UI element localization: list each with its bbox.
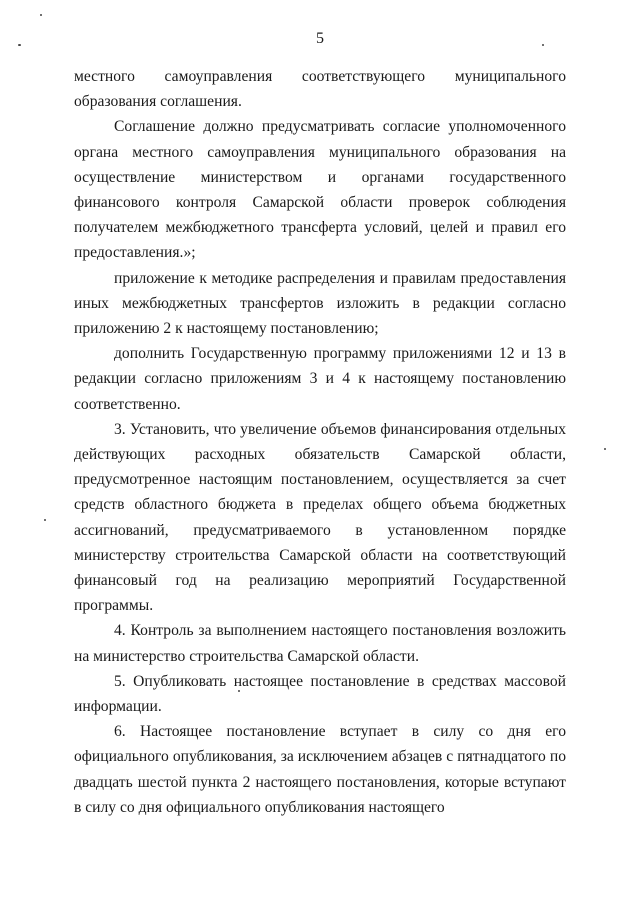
scan-speck — [542, 44, 544, 46]
paragraph-item-5: 5. Опубликовать настоящее постановление в средствах массовой информации. — [74, 672, 566, 716]
paragraph-agreement: Соглашение должно предусматривать согласие уполномоченного органа местного самоуправления муниципального образования на осуществление министерством и органами государственного финансового контроля Самарской области проверок соблюдения получателем межбюджетного трансферта условий, целей и правил его предоставления.»; — [74, 118, 566, 262]
scan-speck — [604, 448, 606, 450]
scan-speck — [238, 690, 240, 692]
paragraph-item-3: 3. Установить, что увеличение объемов финансирования отдельных действующих расходных обязательств Самарской области, предусмотренное настоящим постановлением, осуществляется за счет средств областного бюджета в пределах общего объема бюджетных ассигнований, предусматриваемого в установленном порядке министерству строительства Самарской области на соответствующий финансовый год на реализацию мероприятий Государственной программы. — [74, 420, 566, 615]
paragraph-add-appendices: дополнить Государственную программу приложениями 12 и 13 в редакции согласно приложениям 3 и 4 к настоящему постановлению соответственно. — [74, 345, 566, 413]
scan-speck — [40, 14, 42, 16]
paragraph-continuation: местного самоуправления соответствующего муниципального образования соглашения. — [74, 68, 566, 111]
paragraph-item-6: 6. Настоящее постановление вступает в силу со дня его официального опубликования, за исключением абзацев с пятнадцатого по двадцать шестой пункта 2 настоящего постановления, которые вступают в силу со дня официального опубликования настоящего — [74, 723, 566, 816]
scan-speck — [44, 519, 46, 521]
scan-speck — [18, 44, 21, 46]
page-number: 5 — [316, 30, 324, 47]
paragraph-item-4: 4. Контроль за выполнением настоящего постановления возложить на министерство строительства Самарской области. — [74, 622, 566, 665]
paragraph-appendix-methodology: приложение к методике распределения и правилам предоставления иных межбюджетных трансфертов изложить в редакции согласно приложению 2 к настоящему постановлению; — [74, 269, 566, 338]
document-body — [74, 64, 566, 820]
